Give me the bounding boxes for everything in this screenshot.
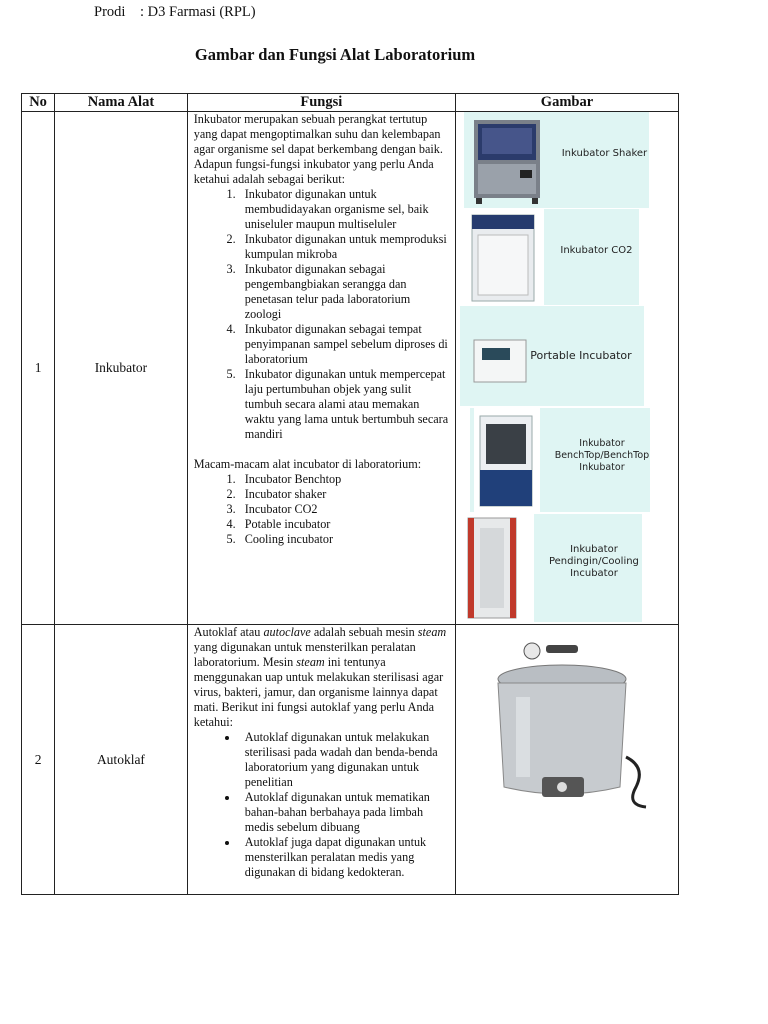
list-item: 5. Cooling incubator [239,532,449,547]
portable-incubator-image [460,306,644,406]
row-number: 2 [22,625,55,895]
table-header-row [22,94,679,112]
list-item: 1. Incubator Benchtop [239,472,449,487]
autoclave-image [476,637,658,813]
cooling-incubator-image [464,514,642,622]
list-item: • Autoklaf digunakan untuk mematikan bahan-bahan berbahaya pada limbah medis sebelum dibuang [239,790,449,835]
program-header [94,4,256,21]
table-row [22,625,679,895]
list-item: 4. Potable incubator [239,517,449,532]
equipment-name: Inkubator [55,112,188,625]
image-cell [455,112,678,625]
types-list [194,472,449,547]
function-list [194,730,449,880]
function-description [187,625,455,895]
list-item: 5. Inkubator digunakan untuk mempercepat laju pertumbuhan objek yang sulit tumbuh secara alami atau memakan waktu yang lama untuk bertumbuh secara mandiri [239,367,449,442]
header-gambar: Gambar [455,94,678,112]
benchtop-incubator-image [470,408,650,512]
equipment-name: Autoklaf [55,625,188,895]
page-title: Gambar dan Fungsi Alat Laboratorium [194,45,476,64]
table-row [22,112,679,625]
equipment-table [21,93,679,895]
types-intro: Macam-macam alat incubator di laboratorium: [193,457,422,471]
list-item: 3. Inkubator digunakan sebagai pengembangbiakan serangga dan penetasan telur pada laboratorium zoologi [239,262,449,322]
list-item: 3. Incubator CO2 [239,502,449,517]
header-nama-alat: Nama Alat [55,94,188,112]
image-caption: Inkubator Shaker [561,148,648,159]
intro-paragraph: Inkubator merupakan sebuah perangkat tertutup yang dapat mengoptimalkan suhu dan kelembapan agar organisme sel dapat berkembang dengan baik. Adapun fungsi-fungsi inkubator yang perlu Anda ketahui adalah sebagai berikut: [193,112,443,186]
program-value: : D3 Farmasi (RPL) [140,4,256,20]
header-no: No [22,94,55,112]
list-item: 2. Incubator shaker [239,487,449,502]
list-item: 1. Inkubator digunakan untuk membudidayakan organisme sel, baik uniseluler maupun multiseluler [239,187,449,232]
intro-paragraph: Autoklaf atau autoclave adalah sebuah mesin steam yang digunakan untuk mensterilkan peralatan laboratorium. Mesin steam ini tentunya menggunakan uap untuk melakukan sterilisasi agar virus, bakteri, jamur, dan organisme lainnya dapat mati. Berikut ini fungsi autoklaf yang perlu Anda ketahui: [193,625,447,729]
function-description [187,112,455,625]
image-caption: Portable Incubator [530,349,632,362]
program-label: Prodi [94,4,126,20]
image-caption: Inkubator CO2 [560,245,633,256]
incubator-shaker-image [464,112,649,208]
row-number: 1 [22,112,55,625]
list-item: 2. Inkubator digunakan untuk memproduksi kumpulan mikroba [239,232,449,262]
image-caption: Inkubator Pendingin/Cooling Incubator [548,544,639,579]
header-fungsi: Fungsi [187,94,455,112]
list-item: • Autoklaf digunakan untuk melakukan sterilisasi pada wadah dan benda-benda laboratorium yang digunakan untuk penelitian [239,730,449,790]
image-caption: Inkubator BenchTop/BenchTop Inkubator [554,438,650,473]
image-cell [455,625,678,895]
incubator-co2-image [464,209,639,305]
function-list [194,187,449,442]
list-item: 4. Inkubator digunakan sebagai tempat penyimpanan sampel sebelum diproses di laboratorium [239,322,449,367]
list-item: • Autoklaf juga dapat digunakan untuk mensterilkan peralatan medis yang digunakan di bidang kedokteran. [239,835,449,880]
